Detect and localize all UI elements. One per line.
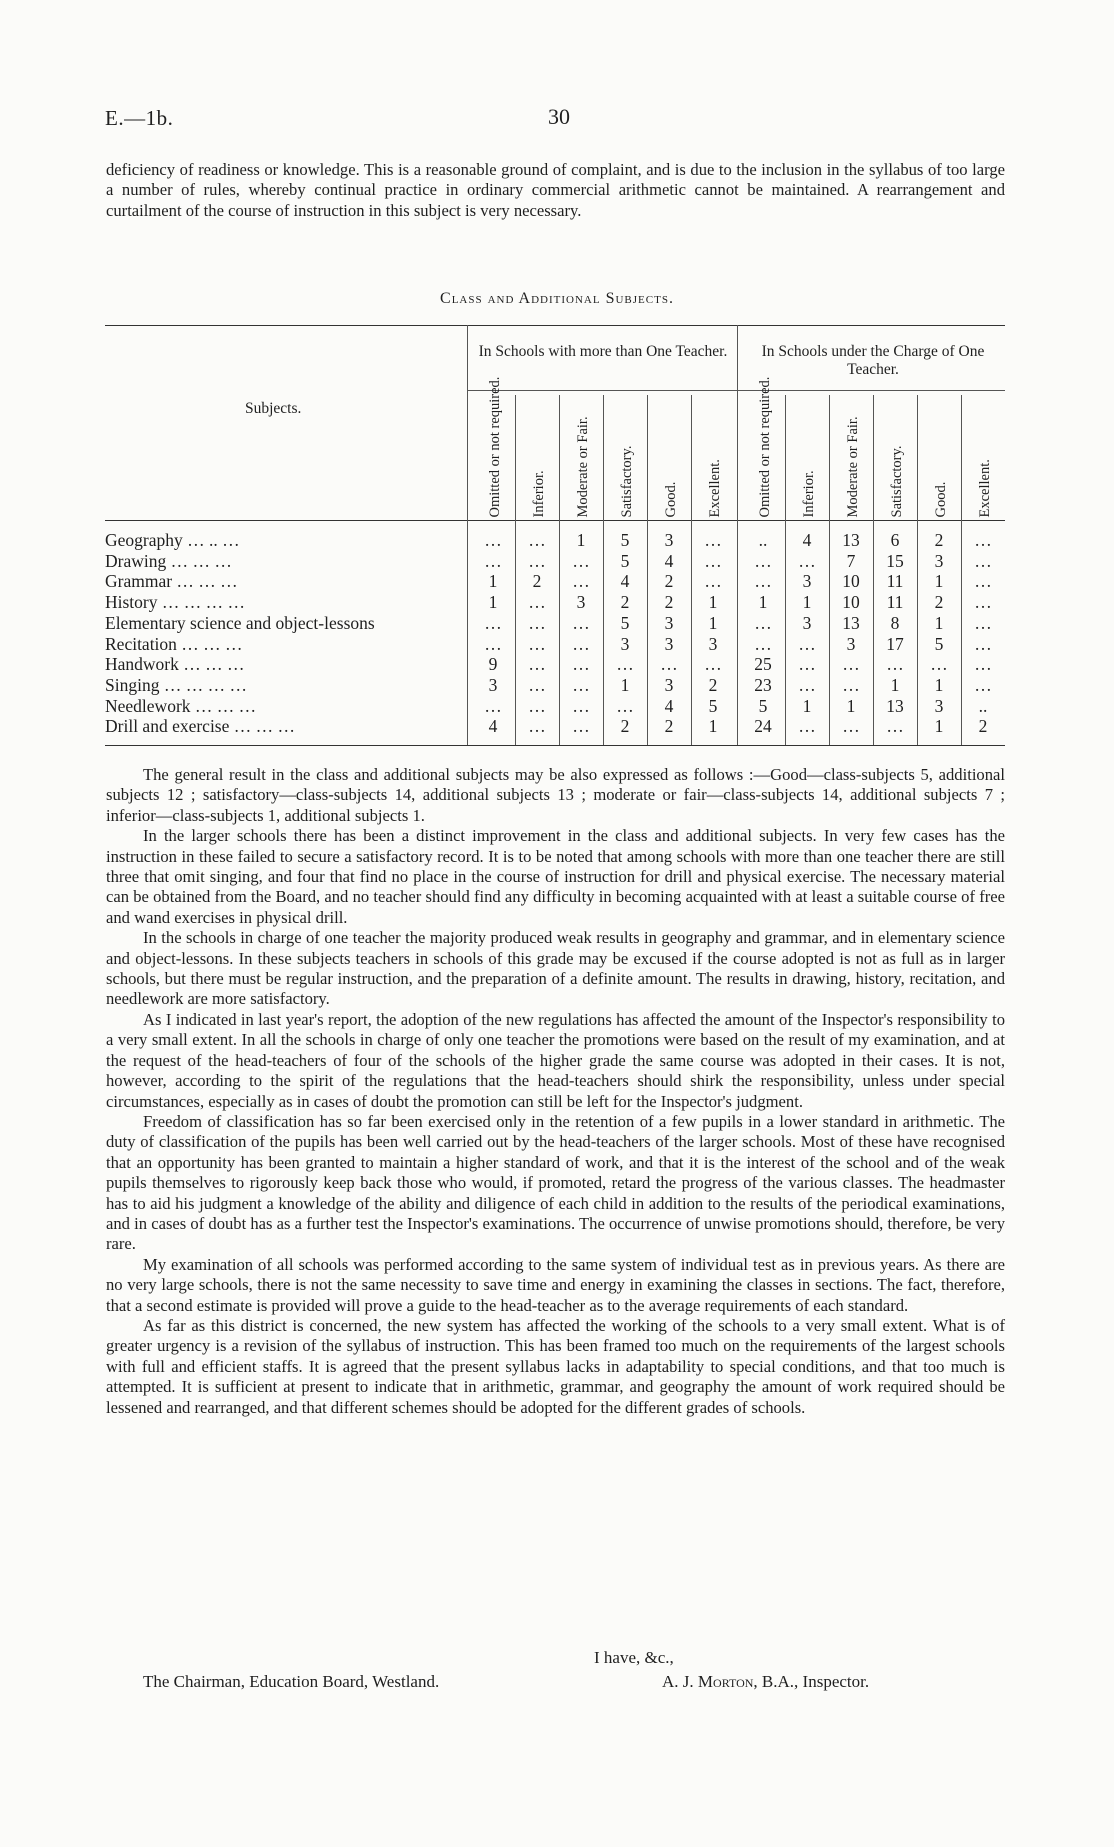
table-cell: … xyxy=(798,716,816,737)
column-header-label: Inferior. xyxy=(800,469,817,517)
table-cell: 5 xyxy=(758,695,768,716)
table-cell: … xyxy=(572,633,590,654)
table-cell: … xyxy=(616,695,634,716)
table-cell: 2 xyxy=(934,592,944,613)
table-cell: 1 xyxy=(934,716,944,737)
table-cell: … xyxy=(798,654,816,675)
body-paragraph: Freedom of classification has so far been exercised only in the retention of a few pupils in a lower standard in arithmetic. The duty of classification of the pupils has been well carried out by the head-teachers of the larger schools. Most of these have recognised that an opportunity has been granted to maintain a higher standard of work, and that it is the interest of the school and of the weak pupils themselves to rigorously keep back those who would, if promoted, retard the progress of the various classes. The headmaster has to aid his judgment a knowledge of the ability and diligence of each child in addition to the results of the periodical examinations, and in cases of doubt has as a further test the Inspector's examinations. The occurrence of unwise promotions should, therefore, be very rare. xyxy=(106,1111,1005,1254)
table-cell: 4 xyxy=(488,716,498,737)
subject-name: History … … … … xyxy=(105,592,245,613)
column-header-label: Moderate or Fair. xyxy=(844,415,861,517)
table-cell: … xyxy=(974,633,992,654)
table-cell: … xyxy=(484,530,502,550)
table-cell: 1 xyxy=(934,612,944,633)
table-cell: 5 xyxy=(708,695,718,716)
column-header xyxy=(789,395,829,517)
table-cell: 4 xyxy=(620,571,630,592)
table-cell: … xyxy=(842,674,860,695)
column-header-label: Excellent. xyxy=(976,458,993,517)
author-title: , B.A., Inspector. xyxy=(753,1672,870,1691)
table-row xyxy=(105,613,1005,634)
table-cell: 24 xyxy=(754,716,772,737)
table-cell: … xyxy=(974,571,992,592)
table-cell: … xyxy=(974,530,992,550)
table-cell: 3 xyxy=(664,674,674,695)
table-cell: 3 xyxy=(934,695,944,716)
table-cell: 1 xyxy=(708,612,718,633)
table-cell: 6 xyxy=(890,530,900,550)
table-cell: … xyxy=(572,571,590,592)
table-cell: 11 xyxy=(886,592,904,613)
column-header xyxy=(833,395,873,517)
table-cell: 1 xyxy=(802,592,812,613)
table-cell: … xyxy=(754,550,772,571)
table-cell: … xyxy=(754,612,772,633)
table-row xyxy=(105,592,1005,613)
body-paragraph: As I indicated in last year's report, the adoption of the new regulations has affected the amount of the Inspector's responsibility to a very small extent. In all the schools in charge of only one teacher the promotions were based on the result of my examination, and at the request of the head-teachers of four of the schools of the higher grade the same course was adopted in their cases. It is not, however, according to the spirit of the regulations that the head-teachers should shirk the responsibility, unless under special circumstances, especially as in cases of doubt the promotion can still be left for the Inspector's judgment. xyxy=(106,1009,1005,1111)
table-cell: 10 xyxy=(842,592,860,613)
table-row xyxy=(105,716,1005,737)
column-header xyxy=(965,395,1005,517)
table-cell: 2 xyxy=(664,571,674,592)
table-cell: … xyxy=(974,654,992,675)
column-header xyxy=(475,376,515,517)
table-cell: 1 xyxy=(708,592,718,613)
table-cell: 1 xyxy=(620,674,630,695)
subject-name: Elementary science and object-lessons xyxy=(105,612,375,633)
table-cell: 3 xyxy=(934,550,944,571)
column-header xyxy=(563,395,603,517)
table-cell: 3 xyxy=(576,592,586,613)
table-cell: 3 xyxy=(488,674,498,695)
table-cell: 10 xyxy=(842,571,860,592)
table-cell: … xyxy=(798,633,816,654)
subject-name: Needlework … … … xyxy=(105,695,257,716)
table-cell: 1 xyxy=(934,674,944,695)
table-cell: … xyxy=(572,695,590,716)
author-signature xyxy=(662,1672,869,1692)
intro-paragraph: deficiency of readiness or knowledge. This is a reasonable ground of complaint, and is due to the inclusion in the syllabus of too large a number of rules, whereby continual practice in ordinary commercial arithmetic cannot be maintained. A rearrangement and curtailment of the course of instruction in this subject is very necessary. xyxy=(106,160,1005,220)
column-header xyxy=(651,395,691,517)
body-paragraph: In the larger schools there has been a distinct improvement in the class and additional subjects. In very few cases has the instruction in these failed to secure a satisfactory record. It is to be noted that among schools with more than one teacher there are still three that omit singing, and four that find no place in the course of instruction for drill and physical exercise. The necessary material can be obtained from the Board, and no teacher should find any difficulty in becoming acquainted with at least a suitable course of free and wand exercises in physical drill. xyxy=(106,826,1005,927)
column-header-label: Inferior. xyxy=(530,469,547,517)
table-cell: 13 xyxy=(842,530,860,550)
table-cell: 13 xyxy=(842,612,860,633)
column-header xyxy=(607,395,647,517)
subject-name: Drawing … … … xyxy=(105,550,232,571)
column-header-label: Moderate or Fair. xyxy=(574,415,591,517)
table-cell: … xyxy=(528,633,546,654)
table-cell: 17 xyxy=(886,633,904,654)
group-rule xyxy=(467,390,1005,391)
table-cell: … xyxy=(616,654,634,675)
table-cell: 11 xyxy=(886,571,904,592)
table-cell: … xyxy=(974,592,992,613)
body-paragraph: In the schools in charge of one teacher the majority produced weak results in geography and grammar, and in elementary science and object-lessons. In these subjects teachers in schools of this grade may be excused if the course adopted is not as full as in larger schools, but there must be regular instruction, and the preparation of a definite amount. The results in drawing, history, recitation, and needlework are more satisfactory. xyxy=(106,928,1005,1009)
table-cell: … xyxy=(528,674,546,695)
column-header-label: Omitted or not required. xyxy=(756,376,773,517)
subject-name: Drill and exercise … … … xyxy=(105,716,296,737)
subjects-column-header: Subjects. xyxy=(245,400,302,417)
table-cell: 5 xyxy=(620,530,630,550)
table-cell: … xyxy=(798,550,816,571)
column-header xyxy=(877,395,917,517)
table-cell: 13 xyxy=(886,695,904,716)
table-cell: 3 xyxy=(620,633,630,654)
table-cell: 1 xyxy=(488,571,498,592)
column-header xyxy=(695,395,735,517)
table-cell: 5 xyxy=(620,550,630,571)
group-header-multi-teacher: In Schools with more than One Teacher. xyxy=(478,343,728,360)
table-cell: 3 xyxy=(664,612,674,633)
body-paragraph: The general result in the class and additional subjects may be also expressed as follows :—Good—class-subjects 5, additional subjects 12 ; satisfactory—class-subjects 14, additional subjects 13 ; moderate or fair—class-subjects 14, additional subjects 7 ; inferior—class-subjects 1, additional subjects 1. xyxy=(106,765,1005,825)
table-cell: … xyxy=(930,654,948,675)
table-cell: 25 xyxy=(754,654,772,675)
column-header-label: Good. xyxy=(662,481,679,517)
table-row xyxy=(105,634,1005,655)
table-cell: 7 xyxy=(846,550,856,571)
table-cell: … xyxy=(484,695,502,716)
table-cell: … xyxy=(704,530,722,550)
table-cell: 1 xyxy=(576,530,586,550)
column-header-label: Satisfactory. xyxy=(888,445,905,517)
table-cell: 1 xyxy=(934,571,944,592)
table-cell: … xyxy=(528,612,546,633)
page-header-code: E.—1b. xyxy=(105,106,174,130)
table-cell: … xyxy=(484,633,502,654)
table-cell: … xyxy=(528,530,546,550)
table-cell: 9 xyxy=(488,654,498,675)
table-cell: … xyxy=(660,654,678,675)
recipient: The Chairman, Education Board, Westland. xyxy=(143,1672,440,1691)
table-header-rule xyxy=(105,520,1005,521)
intro-paragraph-block xyxy=(106,160,1005,221)
table-row xyxy=(105,675,1005,696)
table-cell: … xyxy=(886,654,904,675)
table-row xyxy=(105,530,1005,551)
table-cell: 15 xyxy=(886,550,904,571)
subject-name: Singing … … … … xyxy=(105,674,247,695)
body-paragraph: My examination of all schools was performed according to the same system of individual test as in previous years. As there are no very large schools, there is not the same necessity to save time and energy in examining the classes in sections. The fact, therefore, that a second estimate is provided will prove a guide to the head-teacher as to the average requirements of each standard. xyxy=(106,1254,1005,1315)
table-row xyxy=(105,571,1005,592)
table-cell: 1 xyxy=(846,695,856,716)
page-number: 30 xyxy=(548,104,570,129)
table-cell: 5 xyxy=(934,633,944,654)
table-cell: … xyxy=(572,654,590,675)
table-cell: 2 xyxy=(620,592,630,613)
table-cell: … xyxy=(484,550,502,571)
table-cell: … xyxy=(528,716,546,737)
table-cell: 1 xyxy=(708,716,718,737)
table-cell: … xyxy=(528,654,546,675)
table-top-rule xyxy=(105,325,1005,326)
table-cell: … xyxy=(528,695,546,716)
table-cell: 4 xyxy=(802,530,812,550)
table-cell: 2 xyxy=(532,571,542,592)
table-cell: … xyxy=(704,654,722,675)
table-cell: … xyxy=(704,571,722,592)
subject-name: Geography … .. … xyxy=(105,530,240,550)
table-cell: … xyxy=(572,674,590,695)
table-cell: 3 xyxy=(664,633,674,654)
table-cell: … xyxy=(704,550,722,571)
group-header-one-teacher: In Schools under the Charge of One Teacher. xyxy=(761,343,985,378)
table-cell: 1 xyxy=(488,592,498,613)
table-cell: 3 xyxy=(846,633,856,654)
table-cell: 1 xyxy=(802,695,812,716)
body-paragraph: As far as this district is concerned, the new system has affected the working of the schools to a very small extent. What is of greater urgency is a revision of the syllabus of instruction. This has been framed too much on the requirements of the largest schools with full and efficient staffs. It is agreed that the present syllabus lacks in adaptability to special conditions, and that too much is attempted. It is sufficient at present to indicate that in arithmetic, grammar, and geography the amount of work required should be lessened and rearranged, and that different schemes should be adopted for the different grades of schools. xyxy=(106,1315,1005,1417)
column-header-label: Excellent. xyxy=(706,458,723,517)
table-cell: .. xyxy=(978,695,988,716)
table-cell: … xyxy=(484,612,502,633)
table-cell: 3 xyxy=(708,633,718,654)
table-row xyxy=(105,551,1005,572)
table-cell: … xyxy=(754,633,772,654)
table-cell: 1 xyxy=(890,674,900,695)
subject-name: Handwork … … … xyxy=(105,654,245,675)
column-header-label: Satisfactory. xyxy=(618,445,635,517)
column-header xyxy=(921,395,961,517)
table-cell: .. xyxy=(758,530,768,550)
table-cell: 2 xyxy=(978,716,988,737)
column-header-label: Good. xyxy=(932,481,949,517)
table-cell: 2 xyxy=(708,674,718,695)
table-cell: 5 xyxy=(620,612,630,633)
table-row xyxy=(105,696,1005,717)
table-cell: 2 xyxy=(620,716,630,737)
table-cell: … xyxy=(572,716,590,737)
table-row xyxy=(105,654,1005,675)
author-name: Morton xyxy=(697,1672,754,1691)
table-cell: 2 xyxy=(664,716,674,737)
column-header-label: Omitted or not required. xyxy=(486,376,503,517)
column-header xyxy=(745,376,785,517)
table-cell: … xyxy=(572,550,590,571)
table-cell: … xyxy=(886,716,904,737)
table-cell: 2 xyxy=(934,530,944,550)
subject-name: Grammar … … … xyxy=(105,571,238,592)
table-cell: … xyxy=(754,571,772,592)
closing-phrase: I have, &c., xyxy=(594,1648,674,1667)
table-cell: 3 xyxy=(802,571,812,592)
table-cell: 8 xyxy=(890,612,900,633)
table-cell: 2 xyxy=(664,592,674,613)
subject-name: Recitation … … … xyxy=(105,633,243,654)
author-initials: A. J. xyxy=(662,1672,694,1691)
table-title: Class and Additional Subjects. xyxy=(440,290,674,307)
table-cell: 1 xyxy=(758,592,768,613)
table-bottom-rule xyxy=(105,745,1005,746)
table-cell: … xyxy=(798,674,816,695)
table-cell: 3 xyxy=(664,530,674,550)
table-cell: … xyxy=(572,612,590,633)
table-cell: … xyxy=(528,592,546,613)
table-cell: … xyxy=(974,612,992,633)
table-cell: … xyxy=(974,674,992,695)
table-cell: … xyxy=(528,550,546,571)
body-paragraphs xyxy=(106,765,1005,1418)
table-cell: 4 xyxy=(664,695,674,716)
table-cell: 23 xyxy=(754,674,772,695)
table-cell: … xyxy=(842,654,860,675)
table-cell: 4 xyxy=(664,550,674,571)
column-header xyxy=(519,395,559,517)
table-cell: … xyxy=(974,550,992,571)
table-cell: … xyxy=(842,716,860,737)
table-cell: 3 xyxy=(802,612,812,633)
